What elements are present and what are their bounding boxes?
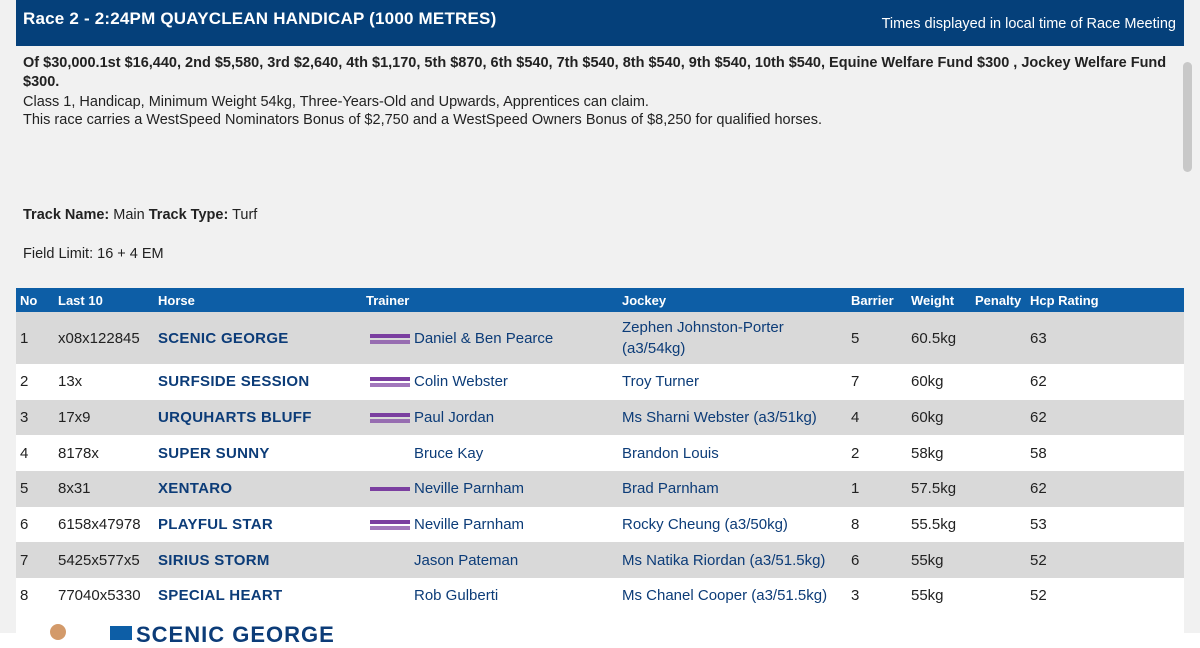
weight: 55kg xyxy=(911,587,944,605)
bonus-text: This race carries a WestSpeed Nominators Bonus of $2,750 and a WestSpeed Owners Bonus of $8,250 for qualified horses. xyxy=(23,112,823,128)
last-10-form: 6158x47978 xyxy=(58,516,141,534)
weight: 55.5kg xyxy=(911,516,957,534)
jockey-name-line[interactable]: Zephen Johnston-Porter xyxy=(622,319,784,336)
col-header-hcp-rating[interactable]: Hcp Rating xyxy=(1030,292,1099,308)
trainer-name[interactable]: Colin Webster xyxy=(414,373,508,391)
last-10-form: 8178x xyxy=(58,444,99,462)
table-row[interactable] xyxy=(16,364,1184,400)
race-conditions: Class 1, Handicap, Minimum Weight 54kg, Three-Years-Old and Upwards, Apprentices can claim. xyxy=(23,94,649,110)
weight: 60.5kg xyxy=(911,329,957,347)
trainer-name[interactable]: Bruce Kay xyxy=(414,444,484,462)
runner-number: 1 xyxy=(20,329,29,347)
weight: 55kg xyxy=(911,551,944,569)
col-header-jockey[interactable]: Jockey xyxy=(622,292,667,308)
penalty xyxy=(971,578,1026,614)
track-details xyxy=(23,206,257,224)
runner-number: 8 xyxy=(20,587,29,605)
horse-name[interactable]: SIRIUS STORM xyxy=(158,551,270,569)
westspeed-badge-slot xyxy=(366,330,414,347)
runner-number-badge xyxy=(110,626,132,640)
hcp-rating: 52 xyxy=(1030,587,1047,605)
jockey-name[interactable]: Ms Sharni Webster (a3/51kg) xyxy=(622,409,817,427)
horse-name[interactable]: XENTARO xyxy=(158,480,233,498)
runner-number: 3 xyxy=(20,409,29,427)
jockey-name[interactable]: Ms Chanel Cooper (a3/51.5kg) xyxy=(622,587,828,605)
horse-detail-name[interactable]: SCENIC GEORGE xyxy=(136,622,335,647)
weight: 57.5kg xyxy=(911,480,957,498)
westspeed-platinum-icon xyxy=(370,375,410,389)
westspeed-badge-slot xyxy=(366,516,414,533)
runner-number: 7 xyxy=(20,551,29,569)
westspeed-badge-slot xyxy=(366,480,414,497)
scrollbar[interactable] xyxy=(1183,62,1192,172)
barrier: 7 xyxy=(851,373,860,391)
trainer-name[interactable]: Daniel & Ben Pearce xyxy=(414,329,554,347)
last-10-form: 77040x5330 xyxy=(58,587,141,605)
last-10-form: 8x31 xyxy=(58,480,91,498)
hcp-rating: 58 xyxy=(1030,444,1047,462)
westspeed-badge-slot xyxy=(366,409,414,426)
race-header xyxy=(16,0,1184,46)
penalty xyxy=(971,471,1026,507)
last-10-form: x08x122845 xyxy=(58,329,140,347)
barrier: 1 xyxy=(851,480,860,498)
westspeed-icon xyxy=(370,482,410,496)
last-10-form: 17x9 xyxy=(58,409,91,427)
horse-name[interactable]: URQUHARTS BLUFF xyxy=(158,409,312,427)
prize-money: Of $30,000.1st $16,440, 2nd $5,580, 3rd $2,640, 4th $1,170, 5th $870, 6th $540, 7th $540, 8th $540, 9th $540, 10th $540, Equine Welfare Fund $300 , Jockey Welfare Fund $300. xyxy=(23,55,1167,90)
hcp-rating: 62 xyxy=(1030,480,1047,498)
col-header-weight[interactable]: Weight xyxy=(911,292,955,308)
barrier: 5 xyxy=(851,329,860,347)
col-header-barrier[interactable]: Barrier xyxy=(851,292,894,308)
horse-detail-preview xyxy=(16,614,1184,647)
track-type: Turf xyxy=(232,207,258,223)
jockey-name[interactable]: Ms Natika Riordan (a3/51.5kg) xyxy=(622,551,826,569)
table-header-row xyxy=(16,288,1184,312)
col-header-horse[interactable]: Horse xyxy=(158,292,195,308)
trainer-cell xyxy=(362,471,618,507)
field-limit: Field Limit: 16 + 4 EM xyxy=(23,246,164,262)
race-title: Race 2 - 2:24PM QUAYCLEAN HANDICAP (1000 METRES) xyxy=(23,9,497,28)
trainer-cell xyxy=(362,578,618,614)
westspeed-platinum-icon xyxy=(370,332,410,346)
jockey-claim-line[interactable]: (a3/54kg) xyxy=(622,340,686,357)
penalty xyxy=(971,435,1026,471)
weight: 58kg xyxy=(911,444,944,462)
runner-number: 2 xyxy=(20,373,29,391)
trainer-cell xyxy=(362,542,618,578)
table-row[interactable] xyxy=(16,312,1184,364)
jockey-name[interactable]: Brad Parnham xyxy=(622,480,719,498)
silks-icon xyxy=(50,624,66,640)
hcp-rating: 53 xyxy=(1030,516,1047,534)
track-name: Main xyxy=(113,207,145,223)
runner-number: 6 xyxy=(20,516,29,534)
runner-number: 5 xyxy=(20,480,29,498)
penalty xyxy=(971,312,1026,364)
penalty xyxy=(971,542,1026,578)
col-header-penalty[interactable]: Penalty xyxy=(975,292,1022,308)
col-header-last10[interactable]: Last 10 xyxy=(58,292,103,308)
last-10-form: 13x xyxy=(58,373,83,391)
barrier: 8 xyxy=(851,516,860,534)
field-table-body xyxy=(16,312,1184,614)
penalty xyxy=(971,507,1026,543)
field-table xyxy=(16,288,1184,614)
trainer-cell xyxy=(362,364,618,400)
runner-number: 4 xyxy=(20,444,29,462)
penalty xyxy=(971,400,1026,436)
table-row[interactable] xyxy=(16,435,1184,471)
penalty xyxy=(971,364,1026,400)
trainer-name[interactable]: Jason Pateman xyxy=(414,551,519,569)
table-row[interactable] xyxy=(16,400,1184,436)
table-row[interactable] xyxy=(16,578,1184,614)
weight: 60kg xyxy=(911,409,944,427)
weight: 60kg xyxy=(911,373,944,391)
trainer-name[interactable]: Paul Jordan xyxy=(414,409,495,427)
hcp-rating: 62 xyxy=(1030,409,1047,427)
trainer-name[interactable]: Rob Gulberti xyxy=(414,587,499,605)
hcp-rating: 63 xyxy=(1030,329,1047,347)
horse-name[interactable]: SUPER SUNNY xyxy=(158,444,270,462)
jockey-name[interactable] xyxy=(618,312,847,364)
jockey-name[interactable]: Rocky Cheung (a3/50kg) xyxy=(622,516,788,534)
table-row[interactable] xyxy=(16,471,1184,507)
barrier: 4 xyxy=(851,409,860,427)
jockey-name[interactable]: Brandon Louis xyxy=(622,444,719,462)
col-header-trainer[interactable]: Trainer xyxy=(366,292,410,308)
track-name-label: Track Name: xyxy=(23,207,110,223)
table-row[interactable] xyxy=(16,542,1184,578)
westspeed-platinum-icon xyxy=(370,411,410,425)
horse-name[interactable]: PLAYFUL STAR xyxy=(158,516,274,534)
barrier: 6 xyxy=(851,551,860,569)
last-10-form: 5425x577x5 xyxy=(58,551,140,569)
track-type-label: Track Type: xyxy=(148,207,229,223)
horse-name[interactable]: SPECIAL HEART xyxy=(158,587,283,605)
horse-name[interactable]: SURFSIDE SESSION xyxy=(158,373,310,391)
barrier: 2 xyxy=(851,444,860,462)
timezone-note: Times displayed in local time of Race Meeting xyxy=(881,16,1176,32)
trainer-cell xyxy=(362,400,618,436)
westspeed-badge-slot xyxy=(366,373,414,390)
jockey-name[interactable]: Troy Turner xyxy=(622,373,699,391)
hcp-rating: 52 xyxy=(1030,551,1047,569)
hcp-rating: 62 xyxy=(1030,373,1047,391)
trainer-cell xyxy=(362,435,618,471)
trainer-name[interactable]: Neville Parnham xyxy=(414,480,525,498)
trainer-cell xyxy=(362,312,618,364)
horse-name[interactable]: SCENIC GEORGE xyxy=(158,329,289,347)
trainer-name[interactable]: Neville Parnham xyxy=(414,516,525,534)
table-row[interactable] xyxy=(16,507,1184,543)
barrier: 3 xyxy=(851,587,860,605)
trainer-cell xyxy=(362,507,618,543)
westspeed-platinum-icon xyxy=(370,518,410,532)
col-header-no[interactable]: No xyxy=(20,292,38,308)
race-info xyxy=(16,46,1184,270)
